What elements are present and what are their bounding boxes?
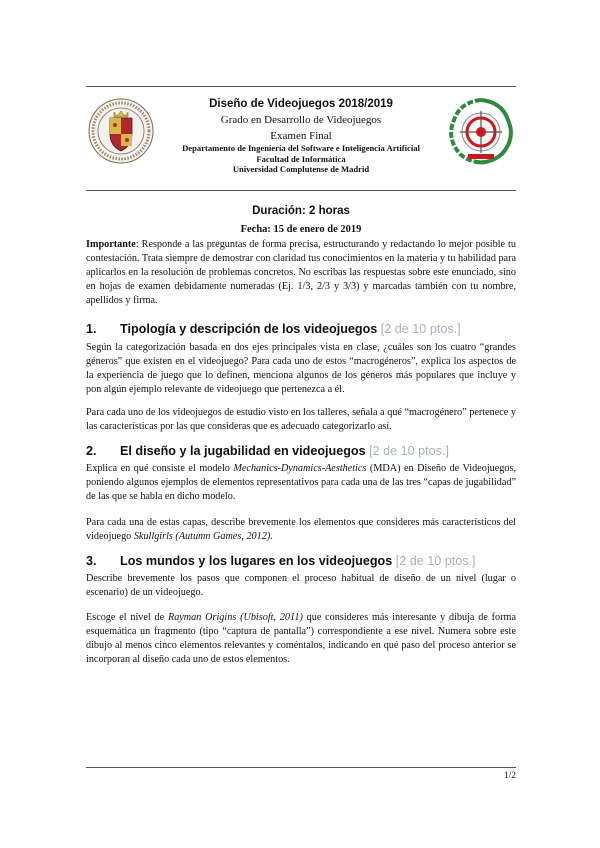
footer-rule bbox=[86, 767, 516, 768]
text-run: Escoge el nivel de bbox=[86, 612, 168, 623]
text-run: (MDA) en Diseño de Videojuegos, poniendo algunos ejemplos de elementos representativos para cada una de las tres “capas de jugabilidad” de las que se habla en dicho modelo. bbox=[86, 463, 516, 502]
exam-date: Fecha: 15 de enero de 2019 bbox=[240, 224, 362, 235]
page-number: 1/2 bbox=[503, 771, 516, 781]
emphasis-run: Skullgirls (Autumn Games, 2012) bbox=[133, 531, 271, 542]
section-2-question-1 bbox=[86, 462, 516, 504]
emphasis-run: Rayman Origins (Ubisoft, 2011) bbox=[167, 612, 303, 623]
department-name: Departamento de Ingeniería del Software e Inteligencia Artificial bbox=[182, 143, 420, 153]
section-title: El diseño y la jugabilidad en videojuegos bbox=[120, 444, 366, 458]
header-bottom-rule bbox=[86, 190, 516, 191]
section-3-question-2 bbox=[86, 611, 516, 667]
section-1-heading bbox=[86, 321, 516, 337]
exam-title: Diseño de Videojuegos 2018/2019 bbox=[209, 98, 393, 110]
emphasis-run: Mechanics-Dynamics-Aesthetics bbox=[233, 463, 367, 474]
section-2-question-2 bbox=[86, 516, 516, 544]
section-3-heading bbox=[86, 553, 516, 569]
section-title: Los mundos y los lugares en los videojuegos bbox=[120, 554, 393, 568]
text-run: Para cada una de estas capas, describe brevemente los elementos que consideres más característicos del videojuego bbox=[86, 517, 516, 542]
section-title: Tipología y descripción de los videojuegos bbox=[120, 322, 378, 336]
important-text: : Responde a las preguntas de forma precisa, estructurando y redactando lo mejor posible tu contestación. Trata siempre de demostrar con claridad tus conocimientos en la materia y tu habilidad para aplicarlos en la resolución de problemas concretos. No escribas las respuestas sobre este enunciado, sino en hojas de examen debidamente numeradas (Ej. 1/3, 2/3 y 3/3) y marcadas también con tu nombre, apellidos y firma. bbox=[86, 239, 516, 306]
important-notice bbox=[86, 238, 516, 308]
header-top-rule bbox=[86, 86, 516, 87]
fdi-emblem-icon bbox=[446, 96, 516, 166]
important-lead: Importante bbox=[86, 239, 136, 250]
university-name: Universidad Complutense de Madrid bbox=[232, 164, 370, 174]
section-number: 3. bbox=[86, 554, 97, 568]
section-points: [2 de 10 ptos.] bbox=[380, 322, 461, 336]
text-run: . bbox=[270, 531, 273, 542]
section-1-question-2: Para cada uno de los videojuegos de estudio visto en los talleres, señala a qué “macrogénero” pertenece y las características por las que consideras que es adecuado categorizarlo así. bbox=[86, 407, 516, 432]
text-run: Explica en qué consiste el modelo bbox=[86, 463, 234, 474]
section-number: 1. bbox=[86, 322, 97, 336]
section-points: [2 de 10 ptos.] bbox=[395, 554, 476, 568]
text-run: que consideres más interesante y dibuja de forma esquemática un fragmento (tipo “captura de pantalla”) correspondiente a ese nivel. Numera sobre este dibujo al menos cinco elementos relevantes y coméntalos, indicando en qué paso del proceso anterior se incorporan al diseño cada uno de estos elementos. bbox=[86, 612, 516, 665]
faculty-name: Facultad de Informática bbox=[256, 154, 346, 164]
exam-type: Examen Final bbox=[270, 130, 332, 142]
exam-duration: Duración: 2 horas bbox=[252, 205, 350, 217]
section-number: 2. bbox=[86, 444, 97, 458]
section-points: [2 de 10 ptos.] bbox=[369, 444, 449, 458]
section-1-question-1: Según la categorización basada en dos ejes principales vista en clase, ¿cuáles son los cuatro “grandes géneros” que existen en el videojuego? Para cada uno de estos “macrogéneros”, explica los aspectos de la experiencia de juego que lo definen, menciona algunos de los géneros más populares que incluye y pon algún ejemplo relevante de videojuego que pertenezca a él. bbox=[86, 342, 516, 395]
ucm-crest-icon bbox=[88, 96, 154, 166]
section-2-heading bbox=[86, 443, 516, 459]
degree-name: Grado en Desarrollo de Videojuegos bbox=[220, 114, 382, 126]
section-3-question-1: Describe brevemente los pasos que componen el proceso habitual de diseño de un nivel (lugar o escenario) de un videojuego. bbox=[86, 573, 516, 598]
